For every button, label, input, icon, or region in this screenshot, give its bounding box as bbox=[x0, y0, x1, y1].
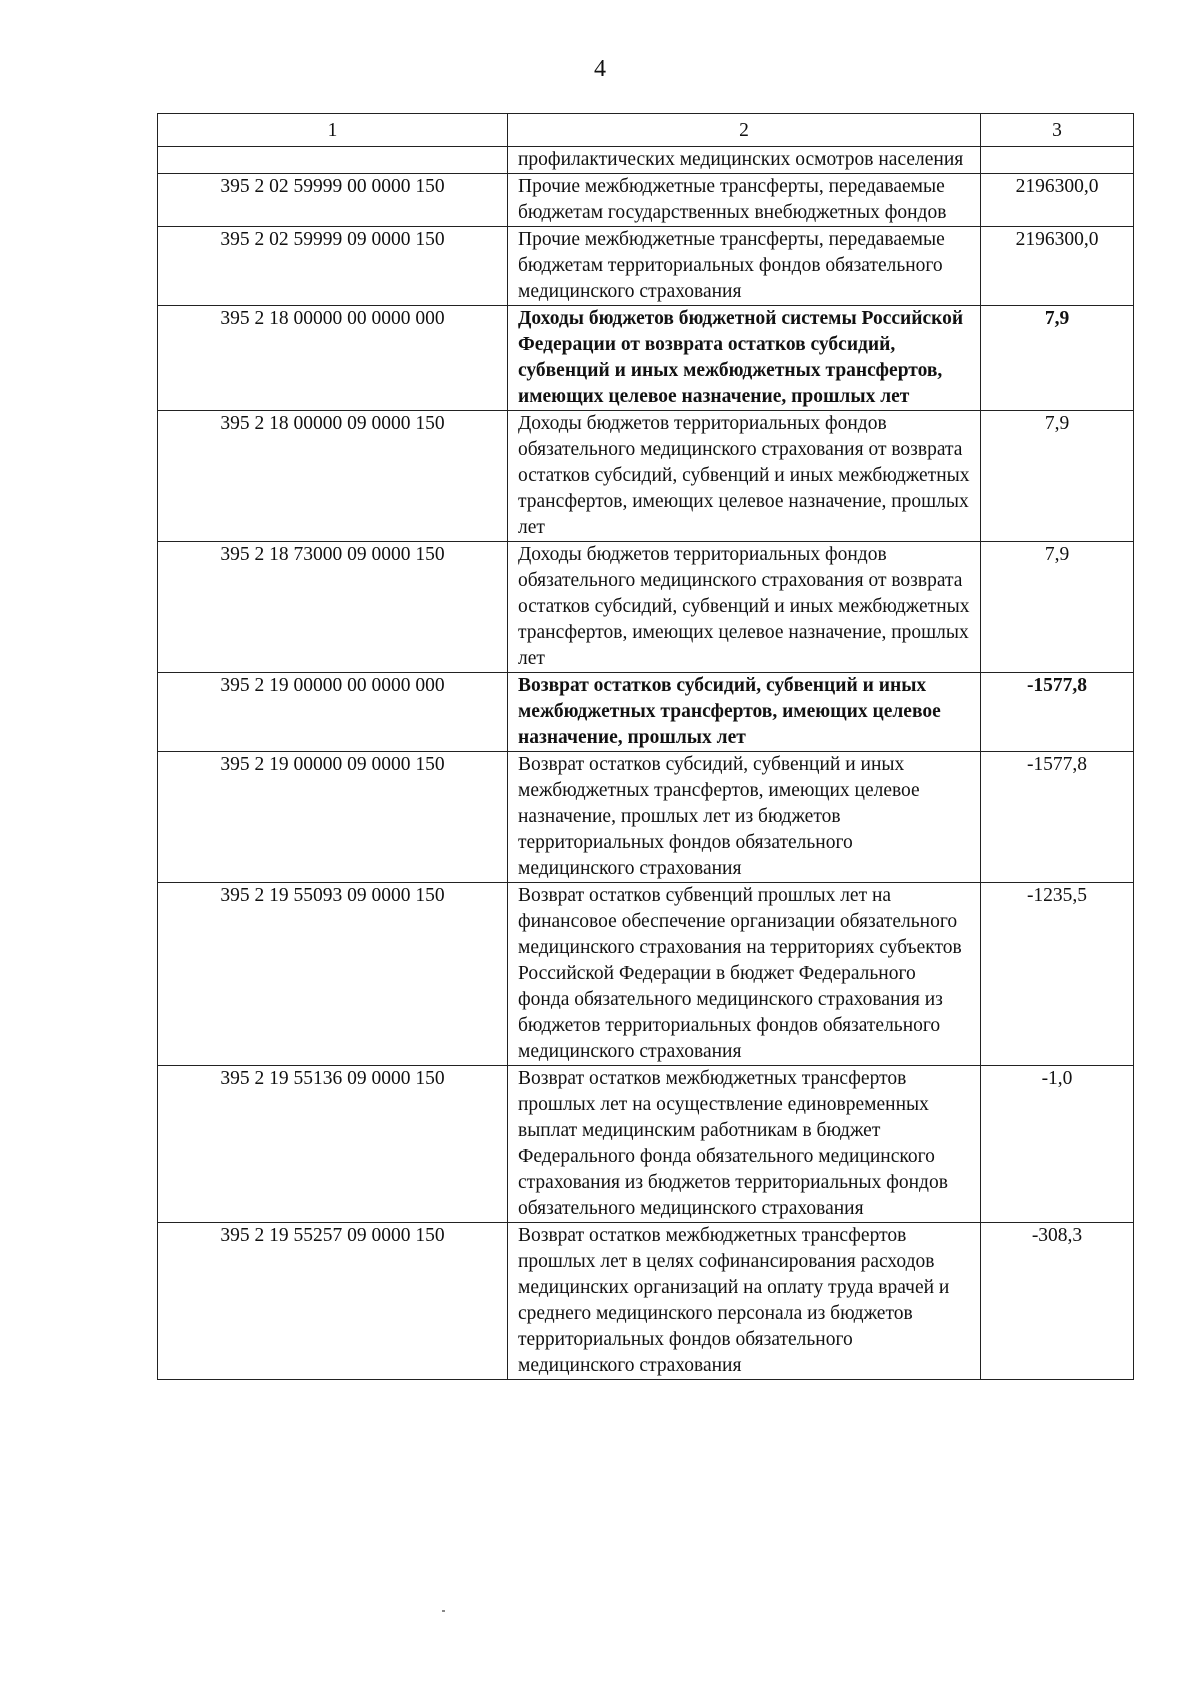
table-row bbox=[158, 1223, 1134, 1380]
row-code bbox=[158, 147, 508, 174]
row-code: 395 2 18 00000 00 0000 000 bbox=[158, 306, 508, 411]
row-amount: 2196300,0 bbox=[981, 227, 1134, 306]
row-code: 395 2 19 55093 09 0000 150 bbox=[158, 883, 508, 1066]
row-code: 395 2 18 73000 09 0000 150 bbox=[158, 542, 508, 673]
column-header-amount: 3 bbox=[981, 114, 1134, 147]
page-number: 4 bbox=[594, 56, 606, 82]
row-name: Прочие межбюджетные трансферты, передаваемые бюджетам государственных внебюджетных фондов bbox=[508, 174, 981, 227]
row-code: 395 2 02 59999 00 0000 150 bbox=[158, 174, 508, 227]
row-amount: -1,0 bbox=[981, 1066, 1134, 1223]
column-header-code: 1 bbox=[158, 114, 508, 147]
row-amount: 7,9 bbox=[981, 411, 1134, 542]
row-name: Доходы бюджетов территориальных фондов обязательного медицинского страхования от возврата остатков субсидий, субвенций и иных межбюджетных трансфертов, имеющих целевое назначение, прошлых лет bbox=[508, 542, 981, 673]
row-amount: 7,9 bbox=[981, 542, 1134, 673]
table-row-section bbox=[158, 306, 1134, 411]
row-code: 395 2 19 00000 00 0000 000 bbox=[158, 673, 508, 752]
table-row-section bbox=[158, 673, 1134, 752]
row-name: Доходы бюджетов территориальных фондов обязательного медицинского страхования от возврата остатков субсидий, субвенций и иных межбюджетных трансфертов, имеющих целевое назначение, прошлых лет bbox=[508, 411, 981, 542]
table-row bbox=[158, 147, 1134, 174]
row-amount bbox=[981, 147, 1134, 174]
row-amount: -1577,8 bbox=[981, 752, 1134, 883]
row-name: Прочие межбюджетные трансферты, передаваемые бюджетам территориальных фондов обязательного медицинского страхования bbox=[508, 227, 981, 306]
budget-table bbox=[157, 113, 1134, 1380]
row-code: 395 2 19 55257 09 0000 150 bbox=[158, 1223, 508, 1380]
row-name: Возврат остатков межбюджетных трансфертов прошлых лет в целях софинансирования расходов медицинских организаций на оплату труда врачей и среднего медицинского персонала из бюджетов территориальных фондов обязательного медицинского страхования bbox=[508, 1223, 981, 1380]
row-amount: -308,3 bbox=[981, 1223, 1134, 1380]
row-code: 395 2 19 55136 09 0000 150 bbox=[158, 1066, 508, 1223]
table-row bbox=[158, 1066, 1134, 1223]
row-code: 395 2 02 59999 09 0000 150 bbox=[158, 227, 508, 306]
table-row bbox=[158, 883, 1134, 1066]
table-row bbox=[158, 752, 1134, 883]
table-row bbox=[158, 542, 1134, 673]
table-header-row bbox=[158, 114, 1134, 147]
table-row bbox=[158, 411, 1134, 542]
scan-artifact bbox=[442, 1610, 445, 1612]
row-name: Доходы бюджетов бюджетной системы Российской Федерации от возврата остатков субсидий, субвенций и иных межбюджетных трансфертов, имеющих целевое назначение, прошлых лет bbox=[508, 306, 981, 411]
table-row bbox=[158, 227, 1134, 306]
row-code: 395 2 19 00000 09 0000 150 bbox=[158, 752, 508, 883]
row-name: профилактических медицинских осмотров населения bbox=[508, 147, 981, 174]
row-amount: -1577,8 bbox=[981, 673, 1134, 752]
table-row bbox=[158, 174, 1134, 227]
row-name: Возврат остатков субвенций прошлых лет на финансовое обеспечение организации обязательного медицинского страхования на территориях субъектов Российской Федерации в бюджет Федерального фонда обязательного медицинского страхования из бюджетов территориальных фондов обязательного медицинского страхования bbox=[508, 883, 981, 1066]
row-name: Возврат остатков субсидий, субвенций и иных межбюджетных трансфертов, имеющих целевое назначение, прошлых лет bbox=[508, 673, 981, 752]
row-amount: -1235,5 bbox=[981, 883, 1134, 1066]
row-code: 395 2 18 00000 09 0000 150 bbox=[158, 411, 508, 542]
row-name: Возврат остатков межбюджетных трансфертов прошлых лет на осуществление единовременных выплат медицинским работникам в бюджет Федерального фонда обязательного медицинского страхования из бюджетов территориальных фондов обязательного медицинского страхования bbox=[508, 1066, 981, 1223]
row-amount: 7,9 bbox=[981, 306, 1134, 411]
column-header-name: 2 bbox=[508, 114, 981, 147]
row-amount: 2196300,0 bbox=[981, 174, 1134, 227]
row-name: Возврат остатков субсидий, субвенций и иных межбюджетных трансфертов, имеющих целевое назначение, прошлых лет из бюджетов территориальных фондов обязательного медицинского страхования bbox=[508, 752, 981, 883]
